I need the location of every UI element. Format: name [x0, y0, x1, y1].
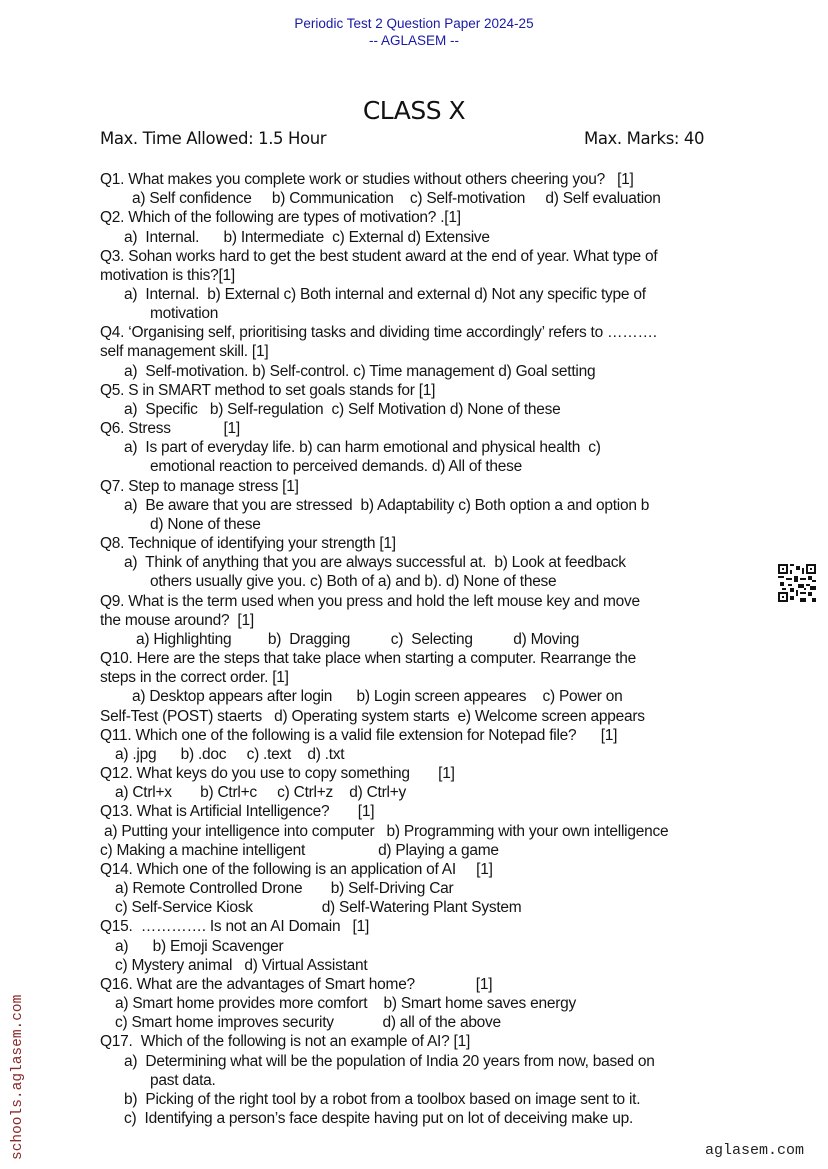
option-text: others usually give you. c) Both of a) and b). d) None of these [150, 573, 557, 590]
option-text: a) Be aware that you are stressed b) Adaptability c) Both option a and option b [124, 497, 650, 514]
option-text: a) Ctrl+x b) Ctrl+c c) Ctrl+z d) Ctrl+y [115, 784, 407, 801]
option-text: c) Making a machine intelligent d) Playing a game [100, 842, 499, 859]
question-text: Q13. What is Artificial Intelligence? [1] [100, 803, 375, 820]
time-allowed-label: Max. Time Allowed: 1.5 Hour [100, 129, 327, 148]
option-text: emotional reaction to perceived demands. d) All of these [150, 458, 523, 475]
option-text: b) Picking of the right tool by a robot from a toolbox based on image sent to it. [124, 1091, 641, 1108]
qr-code-icon [778, 564, 816, 602]
option-text: steps in the correct order. [1] [100, 669, 289, 686]
question-text: Q1. What makes you complete work or studies without others cheering you? [1] [100, 171, 634, 188]
question-text: Q7. Step to manage stress [1] [100, 478, 299, 495]
option-text: a) Self confidence b) Communication c) Self-motivation d) Self evaluation [132, 190, 661, 207]
option-text: a) Remote Controlled Drone b) Self-Driving Car [115, 880, 454, 897]
option-text: self management skill. [1] [100, 343, 269, 360]
option-text: a) Smart home provides more comfort b) Smart home saves energy [115, 995, 576, 1012]
question-text: Q6. Stress [1] [100, 420, 240, 437]
max-marks-label: Max. Marks: [584, 129, 680, 148]
question-text: Q2. Which of the following are types of motivation? .[1] [100, 209, 461, 226]
option-text: c) Self-Service Kiosk d) Self-Watering Plant System [115, 899, 522, 916]
question-text: Q3. Sohan works hard to get the best student award at the end of year. What type of [100, 248, 658, 265]
side-watermark: schools.aglasem.com [10, 994, 26, 1160]
option-text: c) Identifying a person’s face despite having put on lot of deceiving make up. [124, 1110, 634, 1127]
option-text: a) Highlighting b) Dragging c) Selecting d) Moving [136, 631, 580, 648]
option-text: a) Think of anything that you are always successful at. b) Look at feedback [124, 554, 626, 571]
question-text: Q16. What are the advantages of Smart home? [1] [100, 976, 493, 993]
option-text: a) Determining what will be the population of India 20 years from now, based on [124, 1053, 655, 1070]
question-text: Q17. Which of the following is not an example of AI? [1] [100, 1033, 471, 1050]
question-text: Q8. Technique of identifying your strength [1] [100, 535, 396, 552]
option-text: a) Putting your intelligence into computer b) Programming with your own intelligence [104, 823, 669, 840]
option-text: a) Self-motivation. b) Self-control. c) Time management d) Goal setting [124, 363, 596, 380]
option-text: motivation [150, 305, 219, 322]
question-text: Q11. Which one of the following is a valid file extension for Notepad file? [1] [100, 727, 618, 744]
question-text: Q15. …………. Is not an AI Domain [1] [100, 918, 370, 935]
option-text: motivation is this?[1] [100, 267, 235, 284]
question-text: Q14. Which one of the following is an application of AI [1] [100, 861, 493, 878]
option-text: c) Smart home improves security d) all of the above [115, 1014, 501, 1031]
question-text: Q5. S in SMART method to set goals stands for [1] [100, 382, 436, 399]
class-title: CLASS X [362, 96, 466, 125]
max-marks [584, 129, 704, 148]
question-text: Q9. What is the term used when you press and hold the left mouse key and move [100, 593, 640, 610]
option-text: a) Desktop appears after login b) Login screen appeares c) Power on [132, 688, 623, 705]
option-text: past data. [150, 1072, 216, 1089]
option-text: d) None of these [150, 516, 261, 533]
question-text: Q12. What keys do you use to copy something [1] [100, 765, 455, 782]
option-text: a) Internal. b) Intermediate c) External d) Extensive [124, 229, 490, 246]
option-text: a) Is part of everyday life. b) can harm emotional and physical health c) [124, 439, 601, 456]
option-text: a) Internal. b) External c) Both internal and external d) Not any specific type of [124, 286, 646, 303]
option-text: Self-Test (POST) staerts d) Operating system starts e) Welcome screen appears [100, 708, 645, 725]
paper-header-source: -- AGLASEM -- [368, 33, 459, 48]
option-text: c) Mystery animal d) Virtual Assistant [115, 957, 368, 974]
max-marks-value: 40 [683, 129, 705, 148]
option-text: a) Specific b) Self-regulation c) Self Motivation d) None of these [124, 401, 561, 418]
question-text: Q10. Here are the steps that take place when starting a computer. Rearrange the [100, 650, 636, 667]
footer-watermark: aglasem.com [705, 1142, 805, 1159]
paper-header-title: Periodic Test 2 Question Paper 2024-25 [294, 16, 534, 31]
question-text: Q4. ‘Organising self, prioritising tasks and dividing time accordingly’ refers to ………. [100, 324, 657, 341]
option-text: a) .jpg b) .doc c) .text d) .txt [115, 746, 345, 763]
option-text: a) b) Emoji Scavenger [115, 938, 284, 955]
time-allowed [100, 129, 326, 148]
option-text: the mouse around? [1] [100, 612, 254, 629]
